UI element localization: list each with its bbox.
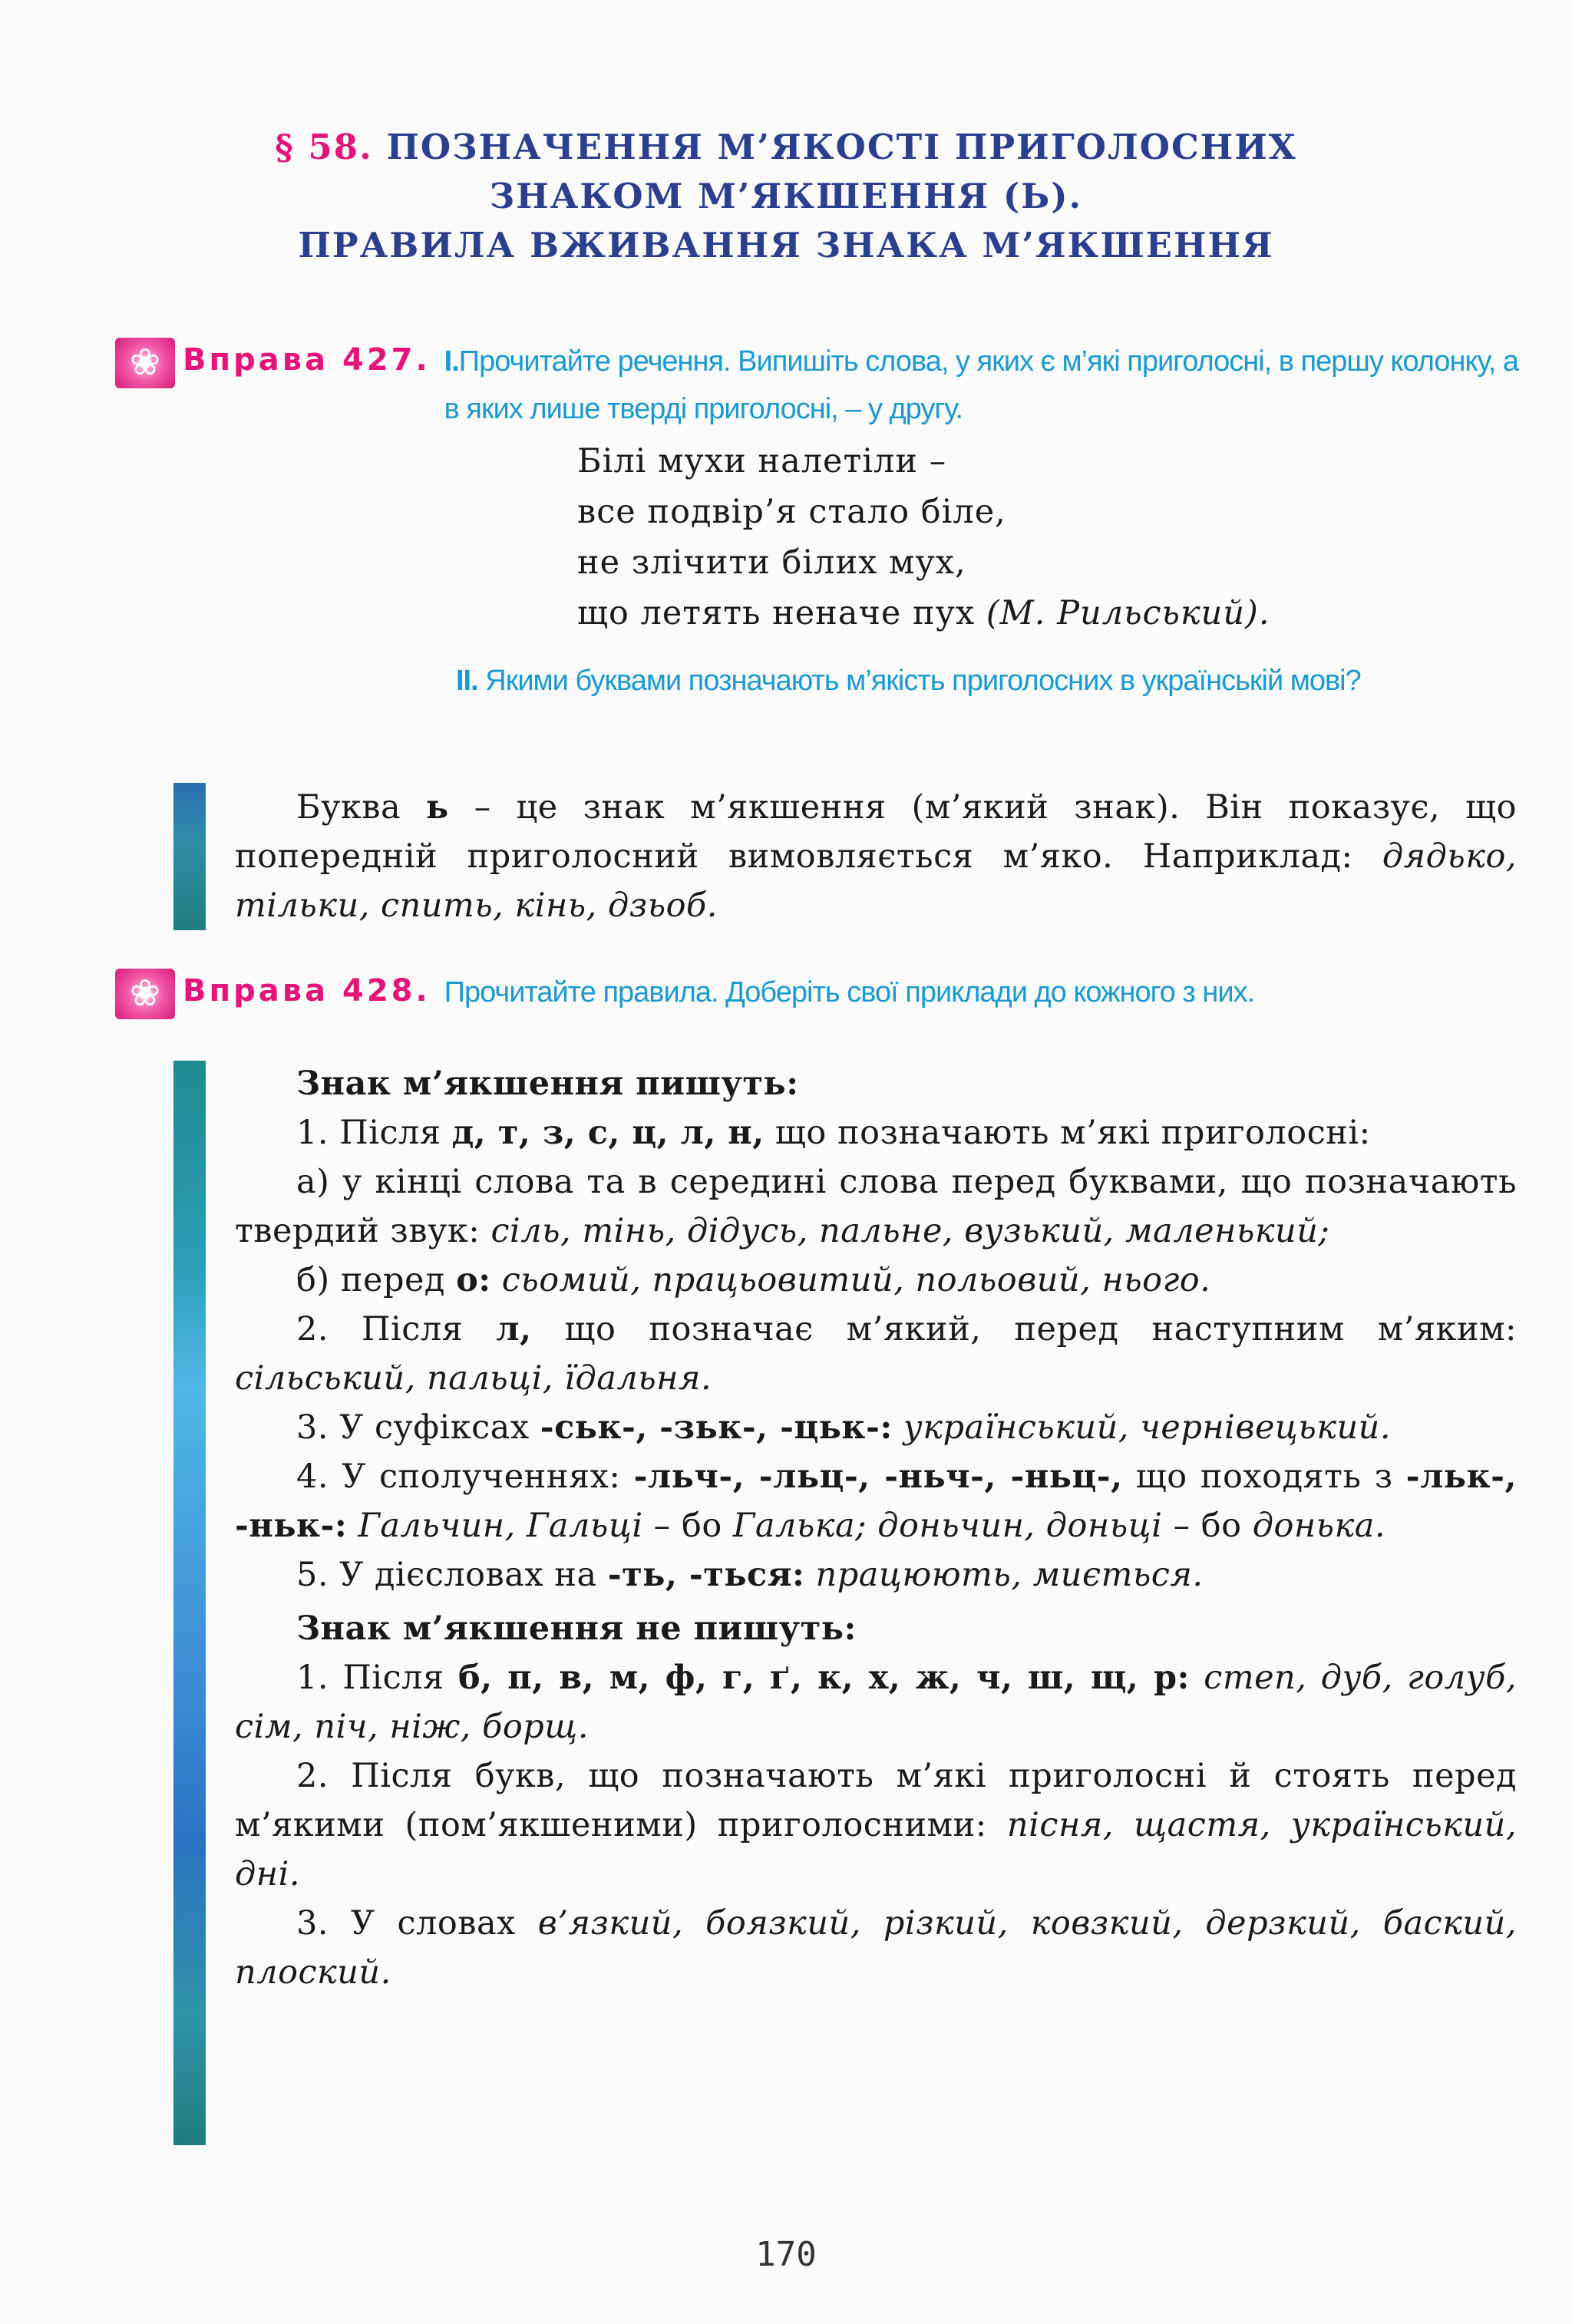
rule-1b: б) перед о: сьомий, працьовитий, польовий, нього. [296, 1261, 1211, 1299]
poem [577, 436, 1270, 639]
rule-5: 5. У дієсловах на -ть, -ться: працюють, миється. [296, 1556, 1204, 1594]
rule-3: 3. У суфіксах -ськ-, -зьк-, -цьк-: український, чернівецький. [296, 1408, 1392, 1447]
exercise-428-task: Прочитайте правила. Доберіть свої приклади до кожного з них. [444, 976, 1255, 1008]
exercise-427-label: Вправа 427. [183, 342, 431, 378]
rules-list [235, 1059, 1517, 1997]
exercise-428-header [115, 969, 1254, 1019]
rule-1a: а) у кінці слова та в середині слова перед буквами, що позначають твердий звук: сіль, тінь, дідусь, пальне, вузький, маленький; [235, 1163, 1517, 1250]
rule-soft-sign: Буква ь – це знак м’якшення (м’який знак). Він показує, що попередній приголосний вимовляється м’яко. Наприклад: дядько, тільки, спить, кінь, дзьоб. [235, 788, 1517, 925]
poem-line: що летять неначе пух (М. Рильський). [577, 594, 1270, 632]
poem-author: (М. Рильський). [986, 594, 1270, 632]
exception-1: 1. Після б, п, в, м, ф, г, ґ, к, х, ж, ч, ш, щ, р: степ, дуб, голуб, сім, піч, ніж, борщ. [235, 1659, 1518, 1746]
rule-sidebar [173, 783, 206, 930]
exercise-428-label: Вправа 428. [183, 973, 431, 1008]
poem-line: все подвір’я стало біле, [577, 493, 1006, 531]
title-line-2: ЗНАКОМ М’ЯКШЕННЯ (Ь). [489, 176, 1083, 216]
rules-write-heading: Знак м’якшення пишуть: [296, 1065, 799, 1103]
poem-line: не злічити білих мух, [577, 543, 966, 582]
section-title [0, 123, 1572, 270]
title-line-1: § 58. ПОЗНАЧЕННЯ М’ЯКОСТІ ПРИГОЛОСНИХ [275, 127, 1297, 167]
flower-icon [115, 338, 175, 388]
rule-2: 2. Після л, що позначає м’який, перед наступним м’яким: сільський, пальці, їдальня. [235, 1310, 1517, 1398]
rules-sidebar [173, 1061, 206, 2145]
exercise-427-task: I.Прочитайте речення. Випишіть слова, у яких є м’які приголосні, в першу колонку, а в яких лише тверді приголосні, – у другу. [444, 345, 1518, 425]
rules-nowrite-heading: Знак м’якшення не пишуть: [296, 1609, 857, 1648]
rule-4: 4. У сполученнях: -льч-, -льц-, -ньч-, -ньц-, що походять з -льк-, -ньк-: Гальчин, Гальці – бо Галька; доньчин, доньці – бо донька. [235, 1457, 1517, 1545]
title-line-3: ПРАВИЛА ВЖИВАННЯ ЗНАКА М’ЯКШЕННЯ [298, 225, 1274, 266]
exercise-427-task-2: II. Якими буквами позначають м’якість приголосних в українській мові? [456, 665, 1361, 697]
poem-line: Білі мухи налетіли – [577, 442, 947, 480]
flower-icon [115, 969, 175, 1019]
page-number: 170 [755, 2235, 817, 2274]
rule-1: 1. Після д, т, з, с, ц, л, н, що позначають м’які приголосні: [296, 1114, 1371, 1152]
exception-2: 2. Після букв, що позначають м’які приголосні й стоять перед м’якими (пом’якшеними) приголосними: пісня, щастя, український, дні. [235, 1757, 1518, 1893]
exception-3: 3. У словах в’язкий, боязкий, різкий, ковзкий, дерзкий, баский, плоский. [235, 1904, 1517, 1992]
section-number: § 58. [275, 127, 373, 167]
exercise-427-header [115, 338, 1519, 433]
